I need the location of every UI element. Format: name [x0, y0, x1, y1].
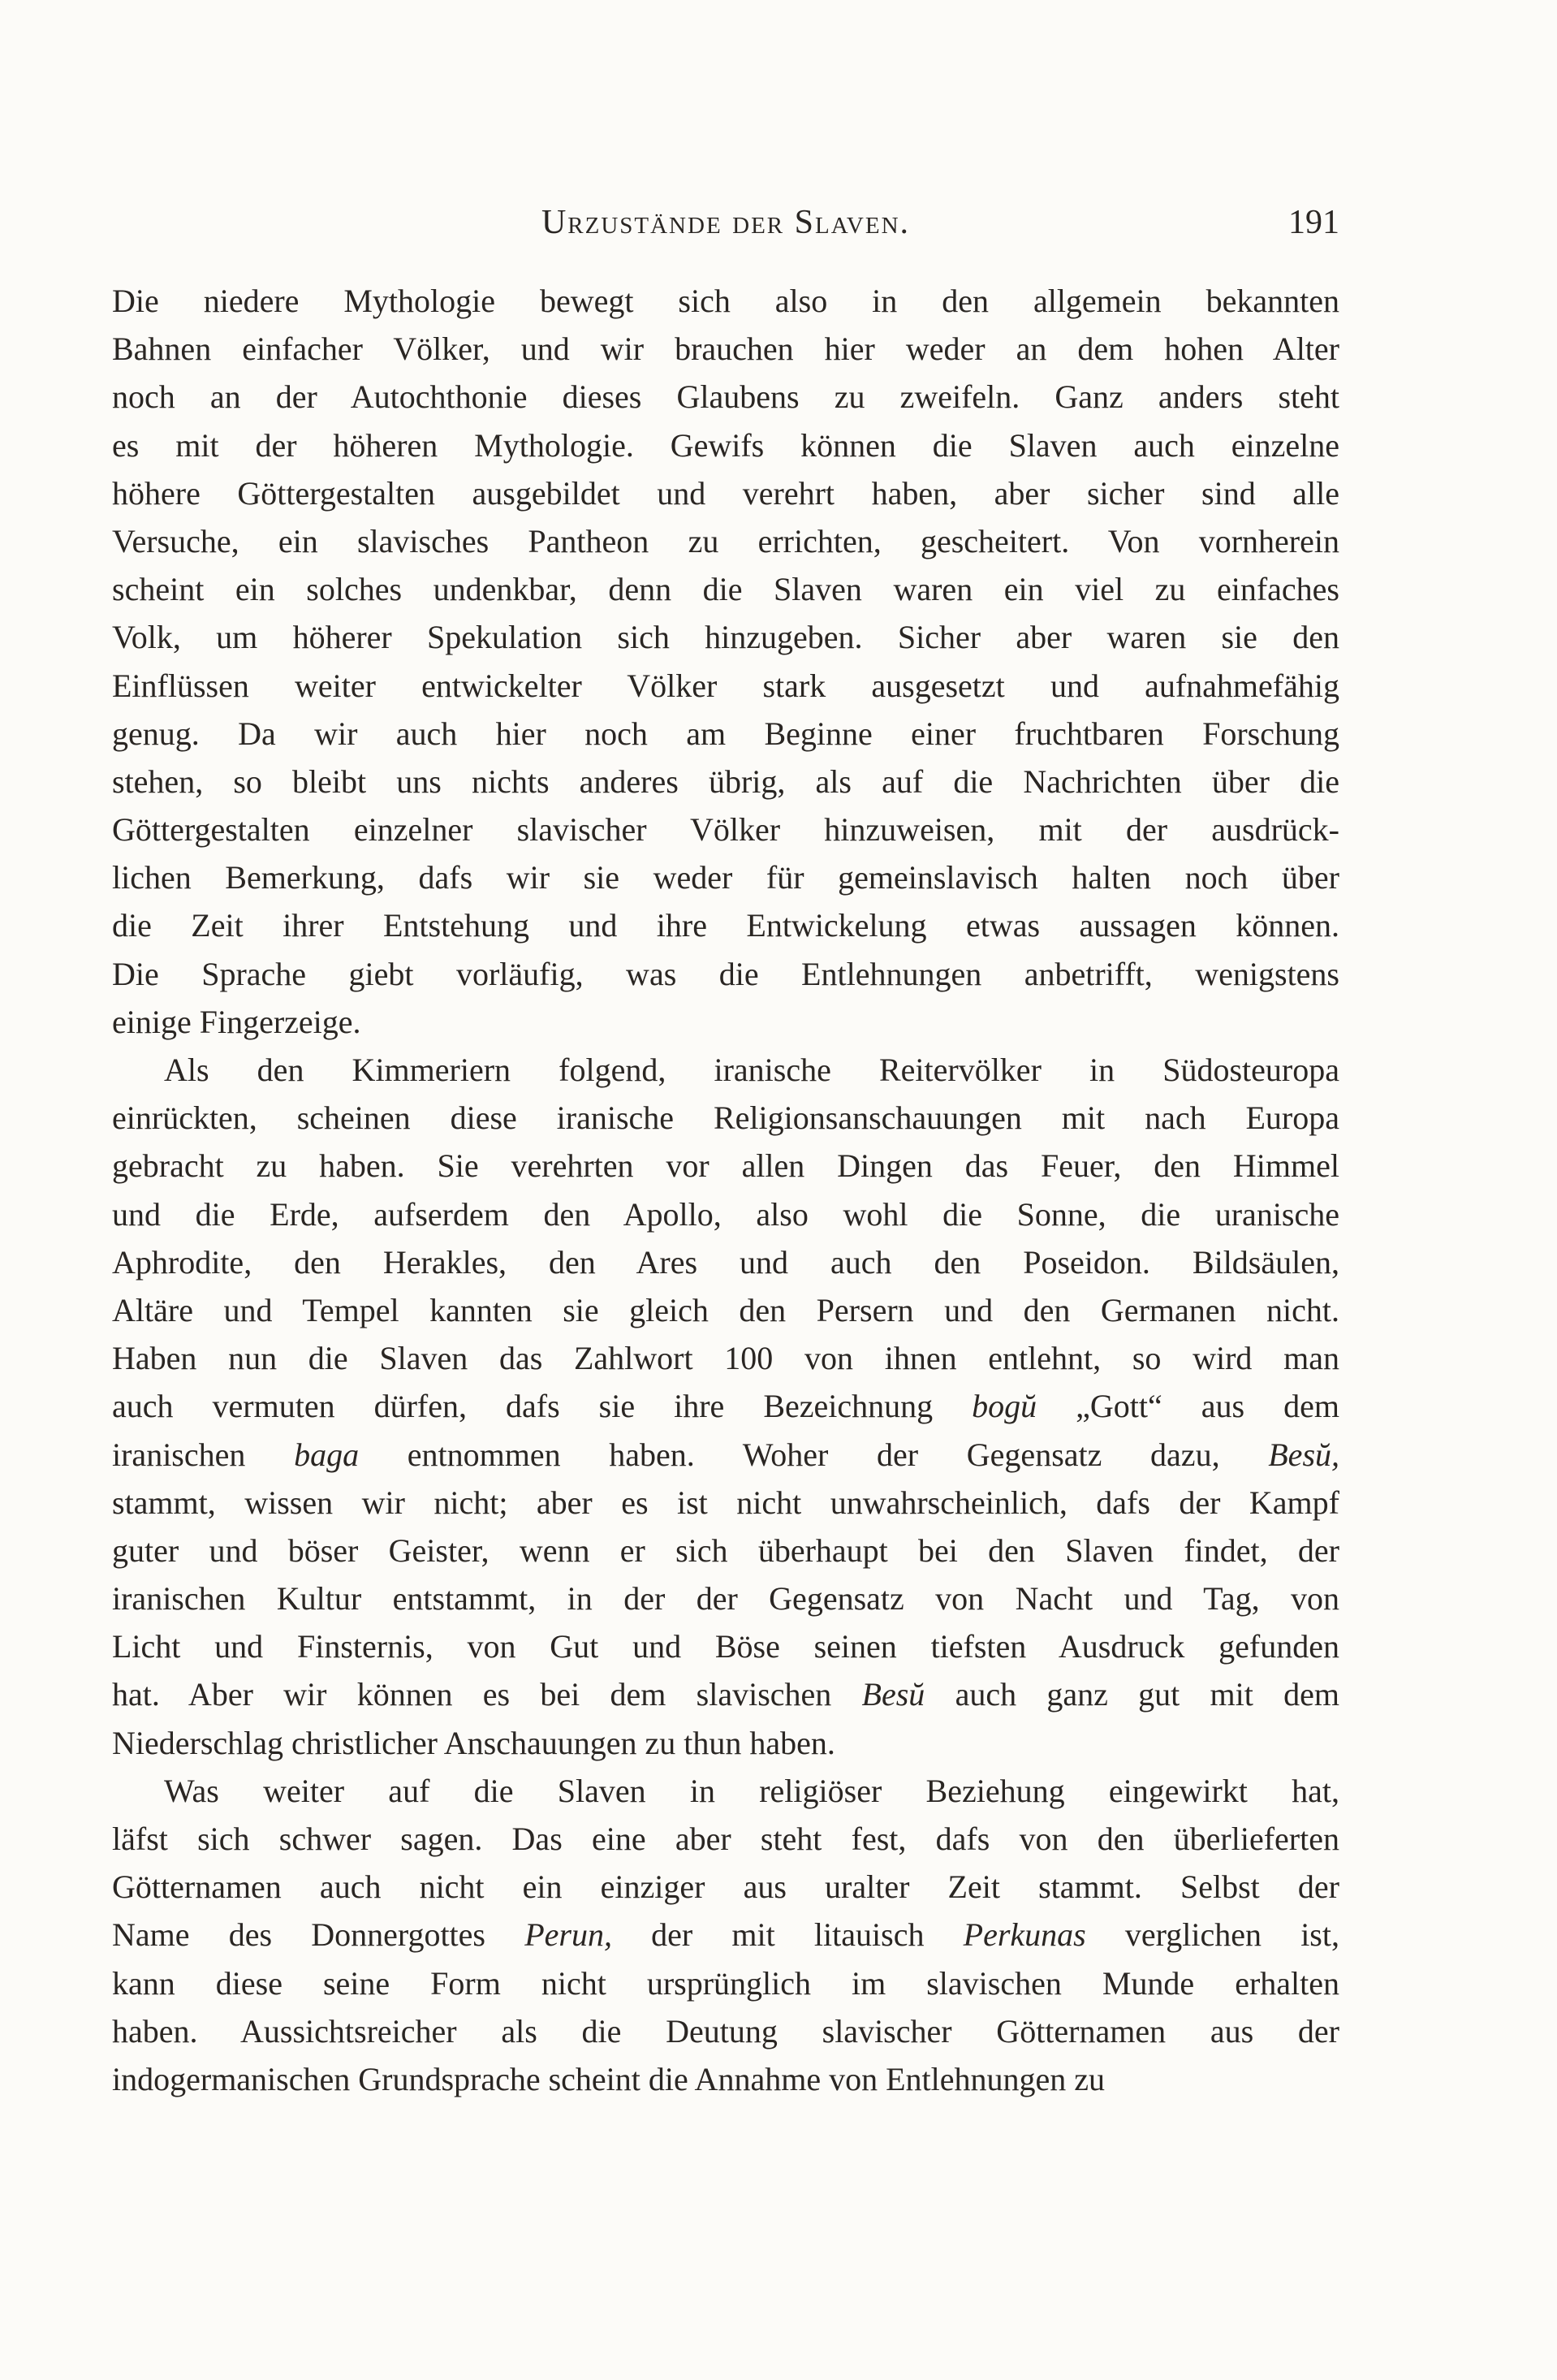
text-run: guter und böser Geister, wenn er sich überhaupt bei den Slaven findet, der	[112, 1531, 1339, 1569]
text-line	[112, 1863, 1339, 1911]
text-line	[112, 613, 1339, 661]
text-line	[112, 1190, 1339, 1238]
running-title: Urzustände der Slaven.	[541, 204, 911, 241]
text-run: genug. Da wir auch hier noch am Beginne einer fruchtbaren Forschung	[112, 715, 1339, 752]
text-line	[112, 806, 1339, 853]
text-line	[112, 1238, 1339, 1286]
text-line	[112, 2007, 1339, 2055]
text-line	[112, 1719, 1339, 1767]
text-line	[112, 853, 1339, 901]
text-run: Die Sprache giebt vorläufig, was die Entlehnungen anbetrifft, wenigstens	[112, 955, 1339, 992]
running-head	[112, 198, 1339, 247]
text-line	[112, 710, 1339, 758]
text-line	[112, 1094, 1339, 1142]
text-run: kann diese seine Form nicht ursprünglich im slavischen Munde erhalten	[112, 1964, 1339, 2002]
text-run: „Gott“ aus dem	[1037, 1388, 1339, 1425]
text-run: Niederschlag christlicher Anschauungen zu thun haben.	[112, 1724, 835, 1761]
text-run: gebracht zu haben. Sie verehrten vor allen Dingen das Feuer, den Himmel	[112, 1147, 1339, 1185]
text-run: Als den Kimmeriern folgend, iranische Reitervölker in Südosteuropa	[164, 1052, 1339, 1088]
text-line	[112, 1431, 1339, 1479]
italic-term: bogŭ	[972, 1388, 1037, 1425]
text-run: Aphrodite, den Herakles, den Ares und auch den Poseidon. Bildsäulen,	[112, 1243, 1339, 1281]
text-run: iranischen	[112, 1436, 295, 1473]
italic-term: Besŭ,	[1268, 1436, 1340, 1473]
text-line	[112, 277, 1339, 325]
text-line	[112, 1622, 1339, 1670]
text-run: höhere Göttergestalten ausgebildet und verehrt haben, aber sicher sind alle	[112, 474, 1339, 512]
text-line	[112, 1527, 1339, 1574]
text-run: auch vermuten dürfen, dafs sie ihre Bezeichnung	[112, 1388, 973, 1425]
text-line	[112, 1382, 1339, 1430]
text-line	[112, 1767, 1339, 1815]
text-line	[112, 1286, 1339, 1334]
text-run: Name des Donnergottes	[112, 1916, 525, 1954]
text-run: Die niedere Mythologie bewegt sich also in den allgemein bekannten	[112, 283, 1339, 319]
text-run: Was weiter auf die Slaven in religiöser Beziehung eingewirkt hat,	[164, 1772, 1339, 1809]
text-run: einrückten, scheinen diese iranische Religionsanschauungen mit nach Europa	[112, 1099, 1339, 1137]
italic-term: Perun,	[524, 1916, 612, 1954]
body-text	[112, 277, 1339, 2103]
text-run: stehen, so bleibt uns nichts anderes übrig, als auf die Nachrichten über die	[112, 762, 1339, 800]
text-line	[112, 901, 1339, 949]
text-run: Bahnen einfacher Völker, und wir brauchen hier weder an dem hohen Alter	[112, 330, 1339, 368]
text-line	[112, 662, 1339, 710]
text-line	[112, 1911, 1339, 1959]
text-run: entnommen haben. Woher der Gegensatz dazu,	[359, 1436, 1269, 1473]
text-line	[112, 1959, 1339, 2007]
italic-term: Besŭ	[861, 1676, 925, 1713]
text-line	[112, 517, 1339, 565]
text-run: verglichen ist,	[1085, 1916, 1339, 1954]
text-run: hat. Aber wir können es bei dem slavischen	[112, 1676, 862, 1713]
text-line	[112, 950, 1339, 998]
paragraph	[112, 1046, 1339, 1767]
italic-term: Perkunas	[963, 1916, 1086, 1954]
text-line	[112, 1574, 1339, 1622]
text-line	[112, 2055, 1339, 2103]
text-run: auch ganz gut mit dem	[925, 1676, 1340, 1713]
text-line	[112, 998, 1339, 1046]
text-line	[112, 373, 1339, 421]
text-run: Götternamen auch nicht ein einziger aus uralter Zeit stammt. Selbst der	[112, 1868, 1339, 1906]
text-run: lichen Bemerkung, dafs wir sie weder für gemeinslavisch halten noch über	[112, 859, 1339, 896]
italic-term: baga	[294, 1436, 360, 1473]
paragraph	[112, 277, 1339, 1046]
text-run: die Zeit ihrer Entstehung und ihre Entwickelung etwas aussagen können.	[112, 907, 1339, 944]
text-run: Haben nun die Slaven das Zahlwort 100 von ihnen entlehnt, so wird man	[112, 1340, 1339, 1377]
text-run: scheint ein solches undenkbar, denn die Slaven waren ein viel zu einfaches	[112, 571, 1339, 608]
text-run: iranischen Kultur entstammt, in der der Gegensatz von Nacht und Tag, von	[112, 1580, 1339, 1618]
text-run: einige Fingerzeige.	[112, 1003, 361, 1040]
text-line	[112, 1479, 1339, 1527]
text-run: noch an der Autochthonie dieses Glaubens zu zweifeln. Ganz anders steht	[112, 378, 1339, 416]
text-run: und die Erde, aufserdem den Apollo, also wohl die Sonne, die uranische	[112, 1195, 1339, 1233]
text-line	[112, 1670, 1339, 1718]
text-line	[112, 421, 1339, 469]
text-line	[112, 469, 1339, 517]
text-run: Licht und Finsternis, von Gut und Böse seinen tiefsten Ausdruck gefunden	[112, 1628, 1339, 1665]
text-line	[112, 1334, 1339, 1382]
text-run: Göttergestalten einzelner slavischer Völker hinzuweisen, mit der ausdrück-	[112, 811, 1339, 849]
text-run: indogermanischen Grundsprache scheint die Annahme von Entlehnungen zu	[112, 2060, 1105, 2097]
text-run: Einflüssen weiter entwickelter Völker stark ausgesetzt und aufnahmefähig	[112, 667, 1339, 704]
text-line	[112, 1815, 1339, 1863]
text-line	[112, 325, 1339, 373]
text-run: Versuche, ein slavisches Pantheon zu errichten, gescheitert. Von vornherein	[112, 522, 1339, 559]
text-line	[112, 1046, 1339, 1094]
text-run: stammt, wissen wir nicht; aber es ist nicht unwahrscheinlich, dafs der Kampf	[112, 1484, 1339, 1521]
text-line	[112, 565, 1339, 613]
text-run: es mit der höheren Mythologie. Gewifs können die Slaven auch einzelne	[112, 426, 1339, 464]
paragraph	[112, 1767, 1339, 2103]
text-run: läfst sich schwer sagen. Das eine aber steht fest, dafs von den überlieferten	[112, 1821, 1339, 1857]
text-run: der mit litauisch	[611, 1916, 964, 1954]
text-run: Volk, um höherer Spekulation sich hinzugeben. Sicher aber waren sie den	[112, 619, 1339, 656]
text-line	[112, 1142, 1339, 1190]
page-number: 191	[1288, 204, 1339, 241]
text-line	[112, 758, 1339, 806]
text-run: haben. Aussichtsreicher als die Deutung slavischer Götternamen aus der	[112, 2012, 1339, 2050]
text-run: Altäre und Tempel kannten sie gleich den Persern und den Germanen nicht.	[112, 1291, 1339, 1328]
